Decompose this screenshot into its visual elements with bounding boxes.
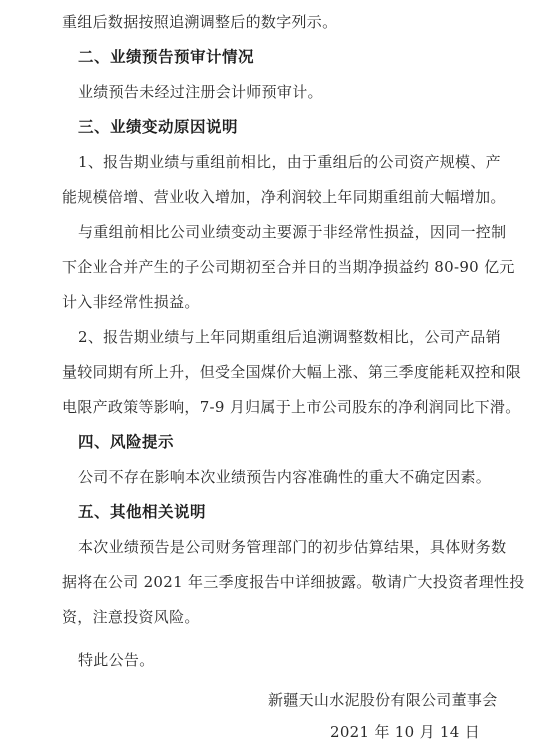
section-3-p2-line-2: 下企业合并产生的子公司期初至合并日的当期净损益约 80-90 亿元 — [62, 258, 515, 276]
section-3-p2-line-1: 与重组前相比公司业绩变动主要源于非经常性损益，因同一控制 — [78, 223, 507, 241]
section-2-heading: 二、业绩预告预审计情况 — [78, 48, 255, 66]
section-5-p1-line-3: 资，注意投资风险。 — [62, 608, 200, 626]
section-3-p3-line-3: 电限产政策等影响，7-9 月归属于上市公司股东的净利润同比下滑。 — [62, 398, 521, 416]
closing-text: 特此公告。 — [78, 651, 155, 669]
section-5-heading: 五、其他相关说明 — [78, 503, 207, 521]
signature-date: 2021 年 10 月 14 日 — [330, 723, 480, 741]
section-3-p3-line-1: 2、报告期业绩与上年同期重组后追溯调整数相比，公司产品销 — [78, 328, 501, 346]
section-3-p3-line-2: 量较同期有所上升，但受全国煤价大幅上涨、第三季度能耗双控和限 — [62, 363, 522, 381]
section-5-p1-line-2: 据将在公司 2021 年三季度报告中详细披露。敬请广大投资者理性投 — [62, 573, 525, 591]
intro-tail-text: 重组后数据按照追溯调整后的数字列示。 — [62, 13, 338, 31]
section-2-text: 业绩预告未经过注册会计师预审计。 — [78, 83, 323, 101]
section-3-p2-line-3: 计入非经常性损益。 — [62, 293, 200, 311]
section-4-heading: 四、风险提示 — [78, 433, 175, 451]
section-5-p1-line-1: 本次业绩预告是公司财务管理部门的初步估算结果，具体财务数 — [78, 538, 507, 556]
section-4-text: 公司不存在影响本次业绩预告内容准确性的重大不确定因素。 — [78, 468, 492, 486]
section-3-p1-line-2: 能规模倍增、营业收入增加，净利润较上年同期重组前大幅增加。 — [62, 188, 506, 206]
signature-company: 新疆天山水泥股份有限公司董事会 — [268, 691, 498, 709]
section-3-p1-line-1: 1、报告期业绩与重组前相比，由于重组后的公司资产规模、产 — [78, 153, 501, 171]
section-3-heading: 三、业绩变动原因说明 — [78, 118, 239, 136]
